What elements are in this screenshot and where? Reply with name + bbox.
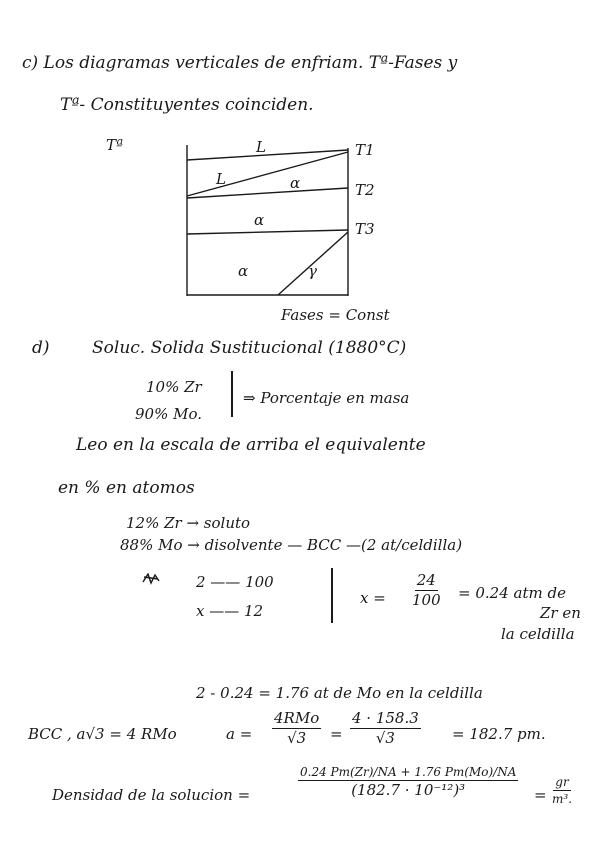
part-c-line-1: c) Los diagramas verticales de enfriam. Tª-Fases y <box>22 53 458 73</box>
region-gamma: γ <box>308 262 317 280</box>
rule-row-2: x —— 12 <box>196 602 264 620</box>
x-fraction-denominator: 100 <box>412 591 441 609</box>
density-units <box>552 776 572 805</box>
region-liquid-lower: L <box>216 170 226 188</box>
x-label: x = <box>360 589 386 607</box>
rule-divider <box>331 568 333 623</box>
atom-mo: 88% Mo → disolvente — BCC —(2 at/celdilla) <box>120 536 463 554</box>
equals-sign: = <box>330 725 343 743</box>
x-result-line-2: Zr en <box>540 604 581 622</box>
line-atoms: en % en atomos <box>58 478 195 498</box>
scribble-mark <box>142 573 160 585</box>
line-leo: Leo en la escala de arriba el equivalente <box>76 435 426 455</box>
density-label: Densidad de la solucion = <box>52 786 251 804</box>
a-fraction-2 <box>350 711 421 746</box>
bcc-relation: BCC , a√3 = 4 RMo <box>28 725 177 743</box>
a-fraction-2-denominator: √3 <box>375 729 395 747</box>
a-fraction-1-denominator: √3 <box>287 729 307 747</box>
part-d-label: d) <box>32 338 50 358</box>
a-result: = 182.7 pm. <box>452 725 546 743</box>
label-t1: T1 <box>355 141 375 159</box>
diagram-caption: Fases = Const <box>281 306 390 324</box>
part-d-header: Soluc. Solida Sustitucional (1880°C) <box>92 338 407 358</box>
a-label: a = <box>226 725 253 743</box>
density-units-numerator: gr <box>555 775 569 789</box>
label-t3: T3 <box>355 220 375 238</box>
isotherm-t3 <box>187 230 348 234</box>
density-numerator: 0.24 Pm(Zr)/NA + 1.76 Pm(Mo)/NA <box>300 765 517 779</box>
cooling-diagram <box>180 140 360 300</box>
atom-zr: 12% Zr → soluto <box>126 514 251 532</box>
a-fraction-1-numerator: 4RMo <box>274 709 320 727</box>
x-result-line-3: la celdilla <box>501 625 575 643</box>
part-c-line-2: Tª- Constituyentes coinciden. <box>60 95 314 115</box>
diagram-temperature-label: Tª <box>106 136 124 154</box>
region-alpha-upper: α <box>290 174 301 192</box>
a-fraction-2-numerator: 4 · 158.3 <box>352 709 419 727</box>
mo-atoms-line: 2 - 0.24 = 1.76 at de Mo en la celdilla <box>196 684 483 702</box>
density-units-denominator: m³. <box>552 792 573 806</box>
a-fraction-1 <box>272 711 321 746</box>
rule-row-1: 2 —— 100 <box>196 573 274 591</box>
density-denominator: (182.7 · 10⁻¹²)³ <box>351 781 466 799</box>
x-fraction-numerator: 24 <box>416 571 436 589</box>
region-liquid-top: L <box>256 138 266 156</box>
label-t2: T2 <box>355 181 375 199</box>
mass-bracket <box>231 371 233 417</box>
density-fraction <box>298 766 518 798</box>
mass-mo: 90% Mo. <box>135 405 203 423</box>
region-alpha-middle: α <box>254 211 265 229</box>
x-result: = 0.24 atm de <box>458 584 566 602</box>
region-alpha-bottom: α <box>238 262 249 280</box>
x-fraction <box>412 573 441 608</box>
mass-percentage-note: ⇒ Porcentaje en masa <box>243 389 410 407</box>
equals-sign-2: = <box>534 786 547 804</box>
mass-zr: 10% Zr <box>146 378 202 396</box>
